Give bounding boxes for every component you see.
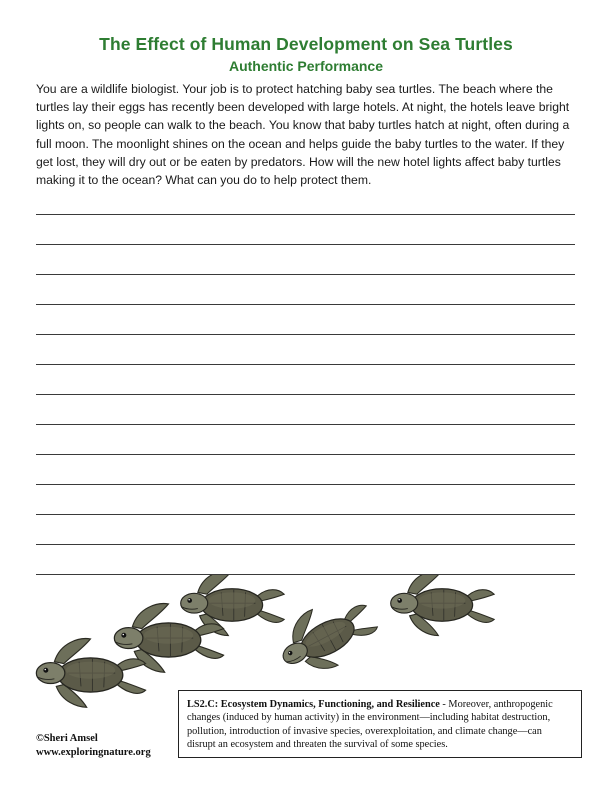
answer-line xyxy=(36,454,575,455)
answer-line xyxy=(36,394,575,395)
website: www.exploringnature.org xyxy=(36,747,151,758)
prompt-paragraph: You are a wildlife biologist. Your job is to protect hatching baby sea turtles. The beach where the turtles lay their eggs has recently been developed with large hotels. At night, the hotels leave bright lights on, so people can walk to the beach. You know that baby turtles hatch at night, often during a full moon. The moonlight shines on the ocean and helps guide the baby turtles to the water. If they get lost, they will dry out or be eaten by predators. How will the new hotel lights affect baby turtles making it to the ocean? What can you do to help protect them. xyxy=(36,82,570,188)
standard-text: - Moreover, anthropogenic changes (induced by human activity) in the environment—including habitat destruction, pollution, introduction of invasive species, overexploitation, and climate change—can disrupt an ecosystem and threaten the survival of some species. xyxy=(187,699,553,751)
answer-line xyxy=(36,484,575,485)
footer-credits xyxy=(36,732,151,760)
page-subtitle: Authentic Performance xyxy=(228,58,384,74)
page-title: The Effect of Human Development on Sea Turtles xyxy=(99,34,513,54)
answer-line xyxy=(36,364,575,365)
standard-code: LS2.C: Ecosystem Dynamics, Functioning, and Resilience xyxy=(187,699,440,710)
answer-line xyxy=(36,304,575,305)
standard-box xyxy=(178,690,582,758)
answer-line xyxy=(36,214,575,215)
answer-line xyxy=(36,244,575,245)
answer-line xyxy=(36,334,575,335)
copyright: ©Sheri Amsel xyxy=(36,733,98,744)
answer-line xyxy=(36,274,575,275)
answer-line xyxy=(36,514,575,515)
answer-line xyxy=(36,424,575,425)
answer-line xyxy=(36,544,575,545)
